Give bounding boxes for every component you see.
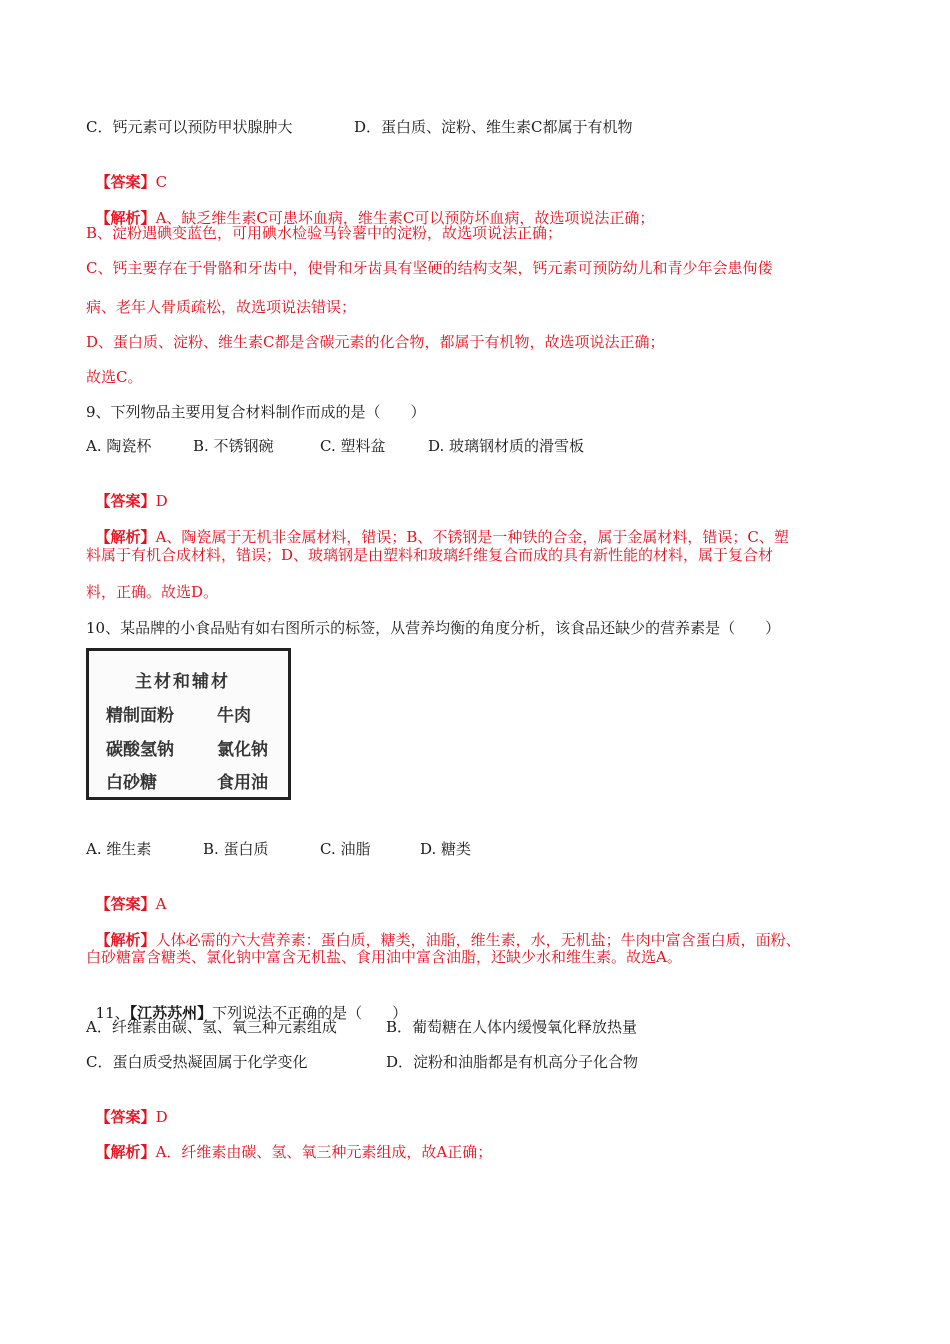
q11-answer bbox=[86, 1087, 168, 1127]
q11-source-tag: 【江苏苏州】 bbox=[129, 1004, 213, 1022]
q11-stem-text: 下列说法不正确的是（ ） bbox=[212, 1004, 408, 1022]
food-label-title: 主材和辅材 bbox=[135, 672, 230, 692]
q10-option-b: B. 蛋白质 bbox=[203, 840, 269, 858]
q9-option-a: A. 陶瓷杯 bbox=[86, 437, 152, 455]
q9-option-c: C. 塑料盆 bbox=[320, 437, 386, 455]
q11-option-d: D．淀粉和油脂都是有机高分子化合物 bbox=[386, 1053, 639, 1071]
food-label-item: 精制面粉 bbox=[106, 706, 174, 726]
q8-analysis-line: 病、老年人骨质疏松，故选项说法错误； bbox=[86, 298, 357, 316]
q8-option-c: C．钙元素可以预防甲状腺肿大 bbox=[86, 118, 293, 136]
analysis-tag: 【解析】 bbox=[95, 209, 156, 227]
q11-option-b: B．葡萄糖在人体内缓慢氧化释放热量 bbox=[386, 1018, 638, 1036]
answer-tag: 【答案】 bbox=[95, 1108, 156, 1126]
q8-option-d: D．蛋白质、淀粉、维生素C都属于有机物 bbox=[354, 118, 633, 136]
q8-analysis-line: D、蛋白质、淀粉、维生素C都是含碳元素的化合物，都属于有机物，故选项说法正确； bbox=[86, 333, 665, 351]
food-label-item: 碳酸氢钠 bbox=[106, 740, 174, 760]
answer-value: D bbox=[155, 1108, 168, 1126]
analysis-tag: 【解析】 bbox=[95, 528, 156, 546]
q11-option-c: C．蛋白质受热凝固属于化学变化 bbox=[86, 1053, 308, 1071]
answer-value: A bbox=[155, 895, 167, 913]
analysis-text: A、缺乏维生素C可患坏血病，维生素C可以预防坏血病，故选项说法正确； bbox=[155, 209, 655, 227]
food-label-item: 氯化钠 bbox=[217, 740, 268, 760]
q9-analysis-line: 料属于有机合成材料，错误；D、玻璃钢是由塑料和玻璃纤维复合而成的具有新性能的材料，属于复合材 bbox=[86, 546, 774, 564]
answer-tag: 【答案】 bbox=[95, 492, 156, 510]
q10-option-d: D. 糖类 bbox=[420, 840, 472, 858]
q8-analysis-line bbox=[86, 188, 654, 228]
analysis-tag: 【解析】 bbox=[95, 931, 156, 949]
q9-option-b: B. 不锈钢碗 bbox=[193, 437, 274, 455]
q8-analysis-line: 故选C。 bbox=[86, 368, 143, 386]
q9-option-d: D. 玻璃钢材质的滑雪板 bbox=[428, 437, 585, 455]
food-label-image bbox=[86, 648, 291, 800]
analysis-tag: 【解析】 bbox=[95, 1143, 156, 1161]
q9-analysis-line bbox=[86, 507, 789, 547]
q10-option-a: A. 维生素 bbox=[86, 840, 152, 858]
answer-tag: 【答案】 bbox=[95, 895, 156, 913]
q10-option-c: C. 油脂 bbox=[320, 840, 371, 858]
q11-option-a: A．纤维素由碳、氢、氧三种元素组成 bbox=[86, 1018, 337, 1036]
q8-analysis-line: C、钙主要存在于骨骼和牙齿中，使骨和牙齿具有坚硬的结构支架，钙元素可预防幼儿和青少年会患佝偻 bbox=[86, 259, 773, 277]
q10-analysis-line: 白砂糖富含糖类、氯化钠中富含无机盐、食用油中富含油脂，还缺少水和维生素。故选A。 bbox=[86, 948, 682, 966]
food-label-item: 食用油 bbox=[217, 773, 268, 793]
answer-value: D bbox=[155, 492, 168, 510]
q11-analysis-line bbox=[86, 1122, 492, 1162]
q8-answer bbox=[86, 152, 167, 192]
answer-value: C bbox=[155, 173, 168, 191]
analysis-text: A、陶瓷属于无机非金属材料，错误；B、不锈钢是一种铁的合金，属于金属材料，错误；C、塑 bbox=[155, 528, 789, 546]
q9-analysis-line: 料，正确。故选D。 bbox=[86, 583, 219, 601]
q9-answer bbox=[86, 471, 168, 511]
answer-tag: 【答案】 bbox=[95, 173, 156, 191]
q10-analysis-line bbox=[86, 910, 801, 950]
food-label-item: 白砂糖 bbox=[106, 773, 157, 793]
analysis-text: A．纤维素由碳、氢、氧三种元素组成，故A正确； bbox=[155, 1143, 493, 1161]
q10-stem: 10、某品牌的小食品贴有如右图所示的标签，从营养均衡的角度分析，该食品还缺少的营养素是（ ） bbox=[86, 619, 781, 637]
q10-answer bbox=[86, 874, 166, 914]
analysis-text: 人体必需的六大营养素：蛋白质，糖类，油脂，维生素，水，无机盐；牛肉中富含蛋白质，面粉、 bbox=[155, 931, 801, 949]
q11-number: 11、 bbox=[95, 1004, 130, 1022]
q9-stem: 9、下列物品主要用复合材料制作而成的是（ ） bbox=[86, 403, 426, 421]
food-label-item: 牛肉 bbox=[217, 706, 251, 726]
q8-analysis-line: B、淀粉遇碘变蓝色，可用碘水检验马铃薯中的淀粉，故选项说法正确； bbox=[86, 224, 563, 242]
